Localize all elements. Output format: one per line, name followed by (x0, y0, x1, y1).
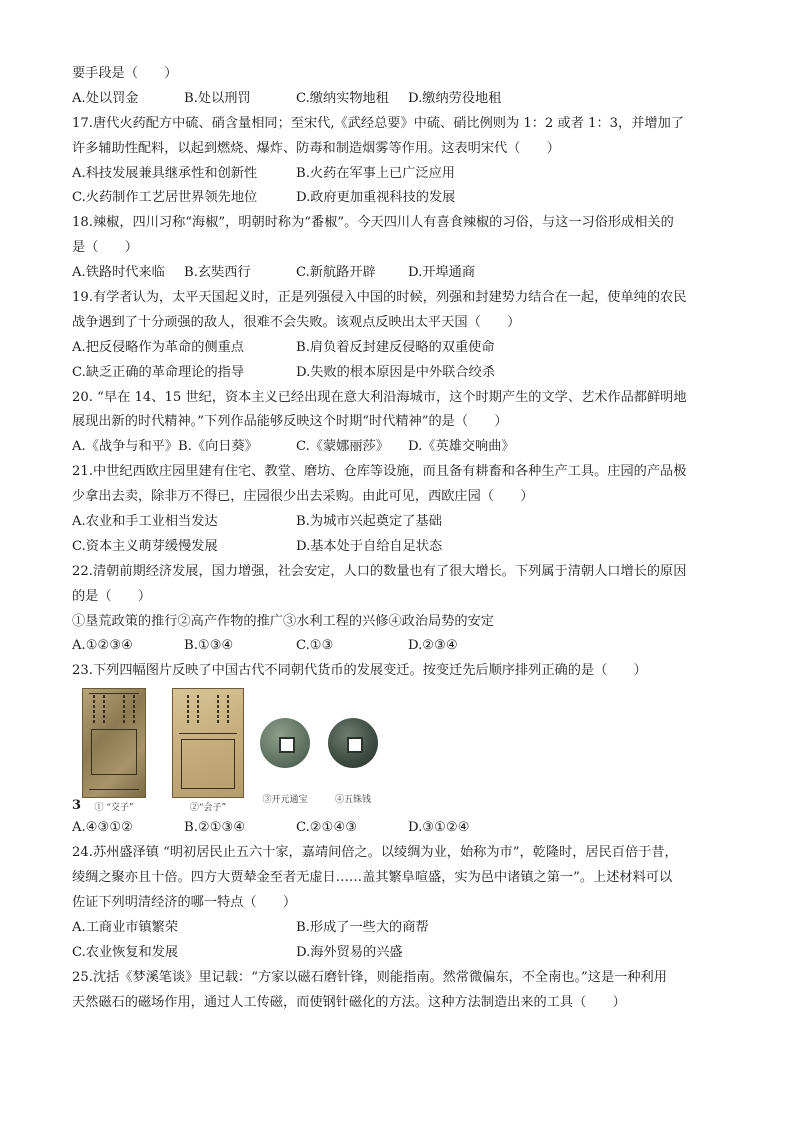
caption-wuzhu: ④五铢钱 (334, 795, 371, 806)
option-c: C.《蒙娜丽莎》 (296, 439, 389, 455)
wuzhu-coin-image (328, 718, 378, 768)
q19-options-row1 (72, 336, 722, 361)
q22-stem-cont: 的是（ ） (72, 588, 152, 604)
q18-stem: 18.辣椒，四川习称“海椒”，明朝时称为“番椒”。今天四川人有喜食辣椒的习俗，与这一习俗形成相关的 (72, 215, 674, 231)
option-c: C.火药制作工艺居世界领先地位 (72, 190, 258, 206)
q22-options (72, 634, 722, 659)
option-b: B.火药在军事上已广泛应用 (296, 165, 455, 181)
q24-stem-cont2: 佐证下列明清经济的哪一特点（ ） (72, 894, 297, 910)
option-c: C.缴纳实物地租 (296, 90, 389, 106)
q22-stem: 22.清朝前期经济发展，国力增强，社会安定，人口的数量也有了很大增长。下列属于清朝人口增长的原因 (72, 563, 687, 579)
option-c: C.新航路开辟 (296, 265, 376, 281)
option-c: C.①③ (296, 638, 334, 654)
wuzhu-item (328, 688, 378, 805)
option-a: A.铁路时代来临 (72, 265, 165, 281)
huizi-item (172, 688, 244, 813)
q24-stem: 24.苏州盛泽镇 “明初居民止五六十家，嘉靖间倍之。以绫绸为业，始称为市”，乾隆时，居民百倍于昔， (72, 845, 678, 861)
kaiyuan-coin-image (260, 718, 310, 768)
q24-stem-cont: 绫绸之聚亦且十倍。四方大贾辇金至者无虚日……盖其繁阜喧盛，实为邑中诸镇之第一”。上述材料可以 (72, 870, 673, 886)
option-c: C.②①④③ (296, 820, 358, 836)
option-b: B.处以刑罚 (184, 90, 251, 106)
option-a-b: A.《战争与和平》B.《向日葵》 (72, 439, 258, 455)
q24-options-row1 (72, 916, 722, 941)
jiaozi-item (82, 688, 146, 813)
option-d: D.失败的根本原因是中外联合绞杀 (296, 364, 495, 380)
option-b: B.玄奘西行 (184, 265, 251, 281)
option-a: A.④③①② (72, 820, 134, 836)
jiaozi-banknote-image (82, 688, 146, 798)
q23-options (72, 816, 722, 841)
option-a: A.处以罚金 (72, 90, 139, 106)
q19-stem-cont: 战争遇到了十分顽强的敌人，很难不会失败。该观点反映出太平天国（ ） (72, 314, 521, 330)
q16-stem-tail: 要手段是（ ） (72, 66, 178, 81)
q25-stem: 25.沈括《梦溪笔谈》里记载：“方家以磁石磨针锋，则能指南。然常微偏东，不全南也。”这是一种利用 (72, 969, 667, 985)
option-b: B.为城市兴起奠定了基础 (296, 514, 442, 530)
q19-stem: 19.有学者认为，太平天国起义时，正是列强侵入中国的时候，列强和封建势力结合在一起，使单纯的农民 (72, 290, 687, 306)
option-a: A.①②③④ (72, 638, 134, 654)
option-b: B.形成了一些大的商帮 (296, 919, 429, 935)
caption-jiaozi: ① “交子” (94, 803, 134, 814)
q21-options-row1 (72, 510, 722, 535)
option-c: C.资本主义萌芽缓慢发展 (72, 538, 218, 554)
q17-stem-cont: 许多辅助性配料，以起到燃烧、爆炸、防毒和制造烟雾等作用。这表明宋代（ ） (72, 140, 560, 156)
q25-stem-cont: 天然磁石的磁场作用，通过人工传磁，而使钢针磁化的方法。这种方法制造出来的工具（ ） (72, 994, 626, 1010)
option-c: C.农业恢复和发展 (72, 944, 179, 960)
option-d: D.开埠通商 (408, 265, 476, 281)
q17-stem: 17.唐代火药配方中硫、硝含量相同；至宋代,《武经总要》中硫、硝比例则为 1：2 或者 1：3，并增加了 (72, 115, 684, 131)
option-d: D.②③④ (408, 638, 458, 654)
option-d: D.政府更加重视科技的发展 (296, 190, 456, 206)
option-b: B.①③④ (184, 638, 234, 654)
option-a: A.科技发展兼具继承性和创新性 (72, 165, 258, 181)
q16-options (72, 87, 722, 112)
currency-figure (72, 688, 722, 816)
option-d: D.海外贸易的兴盛 (296, 944, 403, 960)
q20-stem: 20. “早在 14、15 世纪，资本主义已经出现在意大利沿海城市，这个时期产生的文学、艺术作品都鲜明地 (72, 389, 687, 405)
option-a: A.农业和手工业相当发达 (72, 514, 218, 530)
option-b: B.②①③④ (184, 820, 246, 836)
option-d: D.《英雄交响曲》 (408, 439, 515, 455)
q21-stem-cont: 少拿出去卖，除非万不得已，庄园很少出去采购。由此可见，西欧庄园（ ） (72, 489, 534, 505)
option-d: D.缴纳劳役地租 (408, 90, 502, 106)
exam-page (72, 62, 722, 1015)
q17-options-row1 (72, 162, 722, 187)
huizi-banknote-image (172, 688, 244, 798)
q18-options (72, 261, 722, 286)
option-a: A.工商业市镇繁荣 (72, 919, 179, 935)
q17-options-row2 (72, 186, 722, 211)
option-a: A.把反侵略作为革命的侧重点 (72, 339, 244, 355)
q21-stem: 21.中世纪西欧庄园里建有住宅、教堂、磨坊、仓库等设施，而且备有耕畜和各种生产工具。庄园的产品极 (72, 464, 687, 480)
option-c: C.缺乏正确的革命理论的指导 (72, 364, 245, 380)
caption-kaiyuan: ③开元通宝 (262, 795, 308, 806)
q20-options (72, 435, 722, 460)
option-d: D.③①②④ (408, 820, 470, 836)
kaiyuan-item (260, 688, 310, 805)
q19-options-row2 (72, 361, 722, 386)
caption-huizi: ②“会子” (189, 803, 227, 814)
q18-stem-cont: 是（ ） (72, 240, 138, 256)
figure-tag: 3 (72, 798, 82, 814)
q21-options-row2 (72, 535, 722, 560)
q20-stem-cont: 展现出新的时代精神。”下列作品能够反映这个时期“时代精神”的是（ ） (72, 414, 508, 430)
q24-options-row2 (72, 941, 722, 966)
option-b: B.肩负着反封建反侵略的双重使命 (296, 339, 495, 355)
q22-items: ①垦荒政策的推行②高产作物的推广③水利工程的兴修④政治局势的安定 (72, 613, 494, 629)
q23-stem: 23.下列四幅图片反映了中国古代不同朝代货币的发展变迁。按变迁先后顺序排列正确的是（ ） (72, 663, 647, 679)
option-d: D.基本处于自给自足状态 (296, 538, 443, 554)
